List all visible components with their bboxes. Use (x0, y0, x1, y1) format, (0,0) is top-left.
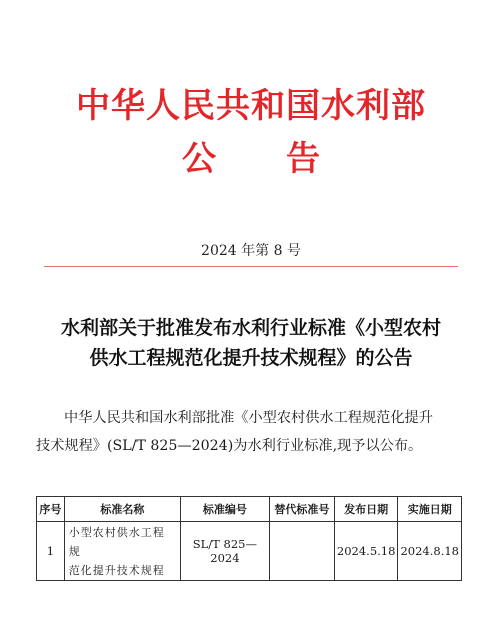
cell-standard-code: SL/T 825—2024 (180, 522, 269, 581)
header-replaces: 替代标准号 (269, 497, 334, 522)
cell-standard-name (64, 522, 180, 581)
issuer-title: 中华人民共和国水利部 (76, 86, 426, 126)
standard-name-line-1: 小型农村供水工程规 (68, 525, 165, 558)
body-paragraph (36, 404, 470, 460)
cell-effective-date: 2024.8.18 (398, 522, 462, 581)
document-heading (30, 313, 472, 373)
announcement-label: 公告 (182, 139, 390, 179)
table-header-row (37, 497, 462, 522)
red-divider (44, 266, 458, 267)
cell-index: 1 (37, 522, 65, 581)
header-index: 序号 (37, 497, 65, 522)
document-number: 2024 年第 8 号 (201, 243, 301, 259)
heading-line-1: 水利部关于批准发布水利行业标准《小型农村 (60, 317, 441, 339)
table-row (37, 522, 462, 581)
header-standard-code: 标准编号 (180, 497, 269, 522)
cell-published-date: 2024.5.18 (334, 522, 398, 581)
heading-line-2: 供水工程规范化提升技术规程》的公告 (89, 347, 413, 369)
body-line-2: 技术规程》(SL/T 825—2024)为水利行业标准,现予以公布。 (36, 438, 423, 454)
header-published-date: 发布日期 (334, 497, 398, 522)
header-effective-date: 实施日期 (398, 497, 462, 522)
header-standard-name: 标准名称 (64, 497, 180, 522)
standard-name-line-2: 范化提升技术规程 (68, 563, 165, 577)
standards-table (36, 496, 462, 581)
cell-replaces (269, 522, 334, 581)
body-line-1: 中华人民共和国水利部批准《小型农村供水工程规范化提升 (64, 410, 433, 426)
